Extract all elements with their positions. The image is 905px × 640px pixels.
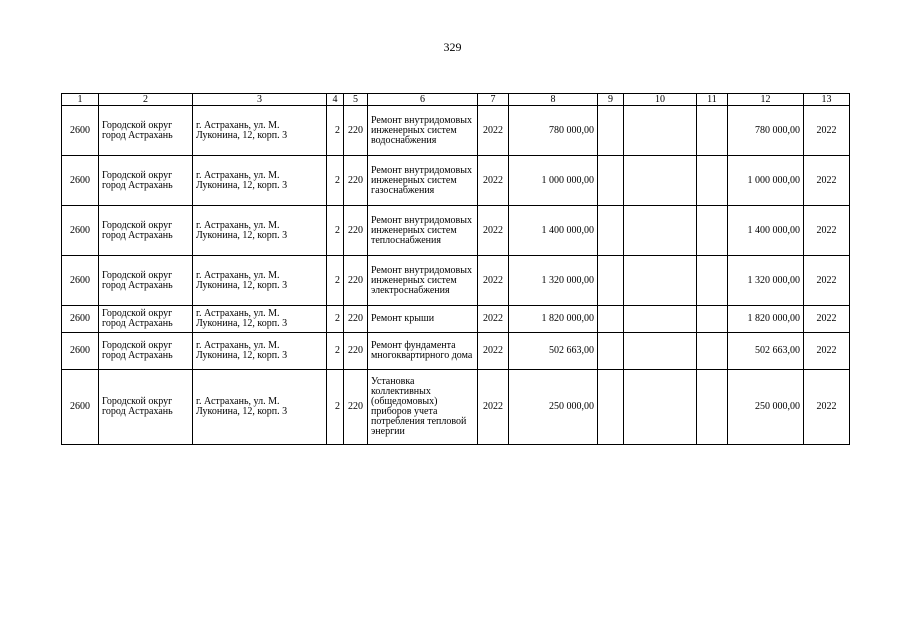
cell-col-9 — [598, 306, 624, 333]
column-header: 10 — [624, 94, 697, 106]
cell-col-12: 1 000 000,00 — [728, 156, 804, 206]
cell-col-3: г. Астрахань, ул. М. Луконина, 12, корп. 3 — [193, 106, 327, 156]
cell-col-13: 2022 — [804, 333, 850, 370]
cell-col-5: 220 — [344, 106, 368, 156]
cell-col-6: Ремонт крыши — [368, 306, 478, 333]
cell-col-7: 2022 — [478, 156, 509, 206]
cell-col-5: 220 — [344, 256, 368, 306]
cell-col-11 — [697, 256, 728, 306]
cell-col-5: 220 — [344, 333, 368, 370]
cell-col-2: Городской округ город Астрахань — [99, 106, 193, 156]
cell-col-1: 2600 — [62, 156, 99, 206]
column-header: 2 — [99, 94, 193, 106]
cell-col-9 — [598, 333, 624, 370]
cell-col-4: 2 — [327, 156, 344, 206]
column-header: 7 — [478, 94, 509, 106]
cell-col-10 — [624, 206, 697, 256]
table-row — [62, 306, 850, 333]
column-header: 13 — [804, 94, 850, 106]
cell-col-3: г. Астрахань, ул. М. Луконина, 12, корп. 3 — [193, 156, 327, 206]
cell-col-3: г. Астрахань, ул. М. Луконина, 12, корп. 3 — [193, 256, 327, 306]
cell-col-11 — [697, 156, 728, 206]
cell-col-8: 1 320 000,00 — [509, 256, 598, 306]
cell-col-12: 1 320 000,00 — [728, 256, 804, 306]
cell-col-1: 2600 — [62, 106, 99, 156]
cell-col-5: 220 — [344, 306, 368, 333]
cell-col-2: Городской округ город Астрахань — [99, 206, 193, 256]
column-header: 9 — [598, 94, 624, 106]
cell-col-10 — [624, 306, 697, 333]
cell-col-2: Городской округ город Астрахань — [99, 256, 193, 306]
column-header: 5 — [344, 94, 368, 106]
cell-col-5: 220 — [344, 370, 368, 445]
cell-col-4: 2 — [327, 106, 344, 156]
cell-col-12: 1 820 000,00 — [728, 306, 804, 333]
cell-col-4: 2 — [327, 256, 344, 306]
cell-col-2: Городской округ город Астрахань — [99, 306, 193, 333]
cell-col-1: 2600 — [62, 333, 99, 370]
cell-col-8: 1 000 000,00 — [509, 156, 598, 206]
cell-col-13: 2022 — [804, 256, 850, 306]
column-header: 1 — [62, 94, 99, 106]
cell-col-12: 780 000,00 — [728, 106, 804, 156]
cell-col-10 — [624, 256, 697, 306]
cell-col-13: 2022 — [804, 106, 850, 156]
cell-col-11 — [697, 206, 728, 256]
cell-col-11 — [697, 370, 728, 445]
cell-col-5: 220 — [344, 156, 368, 206]
cell-col-6: Установка коллективных (общедомовых) приборов учета потребления тепловой энергии — [368, 370, 478, 445]
cell-col-5: 220 — [344, 206, 368, 256]
table-row — [62, 370, 850, 445]
cell-col-8: 780 000,00 — [509, 106, 598, 156]
table-row — [62, 256, 850, 306]
cell-col-2: Городской округ город Астрахань — [99, 370, 193, 445]
cell-col-12: 1 400 000,00 — [728, 206, 804, 256]
table-row — [62, 156, 850, 206]
column-header: 3 — [193, 94, 327, 106]
cell-col-6: Ремонт внутридомовых инженерных систем газоснабжения — [368, 156, 478, 206]
table-row — [62, 106, 850, 156]
cell-col-1: 2600 — [62, 370, 99, 445]
cell-col-8: 502 663,00 — [509, 333, 598, 370]
cell-col-10 — [624, 156, 697, 206]
program-table — [61, 93, 850, 445]
cell-col-7: 2022 — [478, 256, 509, 306]
cell-col-8: 1 820 000,00 — [509, 306, 598, 333]
cell-col-7: 2022 — [478, 333, 509, 370]
cell-col-11 — [697, 306, 728, 333]
cell-col-3: г. Астрахань, ул. М. Луконина, 12, корп. 3 — [193, 206, 327, 256]
table-row — [62, 206, 850, 256]
cell-col-9 — [598, 206, 624, 256]
cell-col-11 — [697, 333, 728, 370]
cell-col-7: 2022 — [478, 306, 509, 333]
cell-col-13: 2022 — [804, 206, 850, 256]
cell-col-7: 2022 — [478, 206, 509, 256]
cell-col-9 — [598, 256, 624, 306]
cell-col-4: 2 — [327, 370, 344, 445]
table-row — [62, 333, 850, 370]
cell-col-7: 2022 — [478, 106, 509, 156]
cell-col-6: Ремонт внутридомовых инженерных систем водоснабжения — [368, 106, 478, 156]
cell-col-13: 2022 — [804, 156, 850, 206]
cell-col-3: г. Астрахань, ул. М. Луконина, 12, корп. 3 — [193, 370, 327, 445]
cell-col-8: 1 400 000,00 — [509, 206, 598, 256]
cell-col-3: г. Астрахань, ул. М. Луконина, 12, корп. 3 — [193, 333, 327, 370]
column-header: 4 — [327, 94, 344, 106]
cell-col-2: Городской округ город Астрахань — [99, 156, 193, 206]
cell-col-6: Ремонт фундамента многоквартирного дома — [368, 333, 478, 370]
cell-col-3: г. Астрахань, ул. М. Луконина, 12, корп. 3 — [193, 306, 327, 333]
cell-col-13: 2022 — [804, 370, 850, 445]
cell-col-4: 2 — [327, 206, 344, 256]
cell-col-11 — [697, 106, 728, 156]
cell-col-4: 2 — [327, 306, 344, 333]
cell-col-10 — [624, 370, 697, 445]
cell-col-13: 2022 — [804, 306, 850, 333]
column-header: 12 — [728, 94, 804, 106]
cell-col-7: 2022 — [478, 370, 509, 445]
cell-col-10 — [624, 333, 697, 370]
column-header: 11 — [697, 94, 728, 106]
cell-col-9 — [598, 156, 624, 206]
cell-col-6: Ремонт внутридомовых инженерных систем электроснабжения — [368, 256, 478, 306]
cell-col-2: Городской округ город Астрахань — [99, 333, 193, 370]
cell-col-4: 2 — [327, 333, 344, 370]
cell-col-9 — [598, 106, 624, 156]
column-header: 6 — [368, 94, 478, 106]
cell-col-10 — [624, 106, 697, 156]
page-number: 329 — [443, 40, 462, 54]
cell-col-12: 250 000,00 — [728, 370, 804, 445]
cell-col-8: 250 000,00 — [509, 370, 598, 445]
cell-col-1: 2600 — [62, 206, 99, 256]
cell-col-12: 502 663,00 — [728, 333, 804, 370]
header-row — [62, 94, 850, 106]
cell-col-9 — [598, 370, 624, 445]
column-header: 8 — [509, 94, 598, 106]
cell-col-1: 2600 — [62, 256, 99, 306]
cell-col-1: 2600 — [62, 306, 99, 333]
cell-col-6: Ремонт внутридомовых инженерных систем теплоснабжения — [368, 206, 478, 256]
